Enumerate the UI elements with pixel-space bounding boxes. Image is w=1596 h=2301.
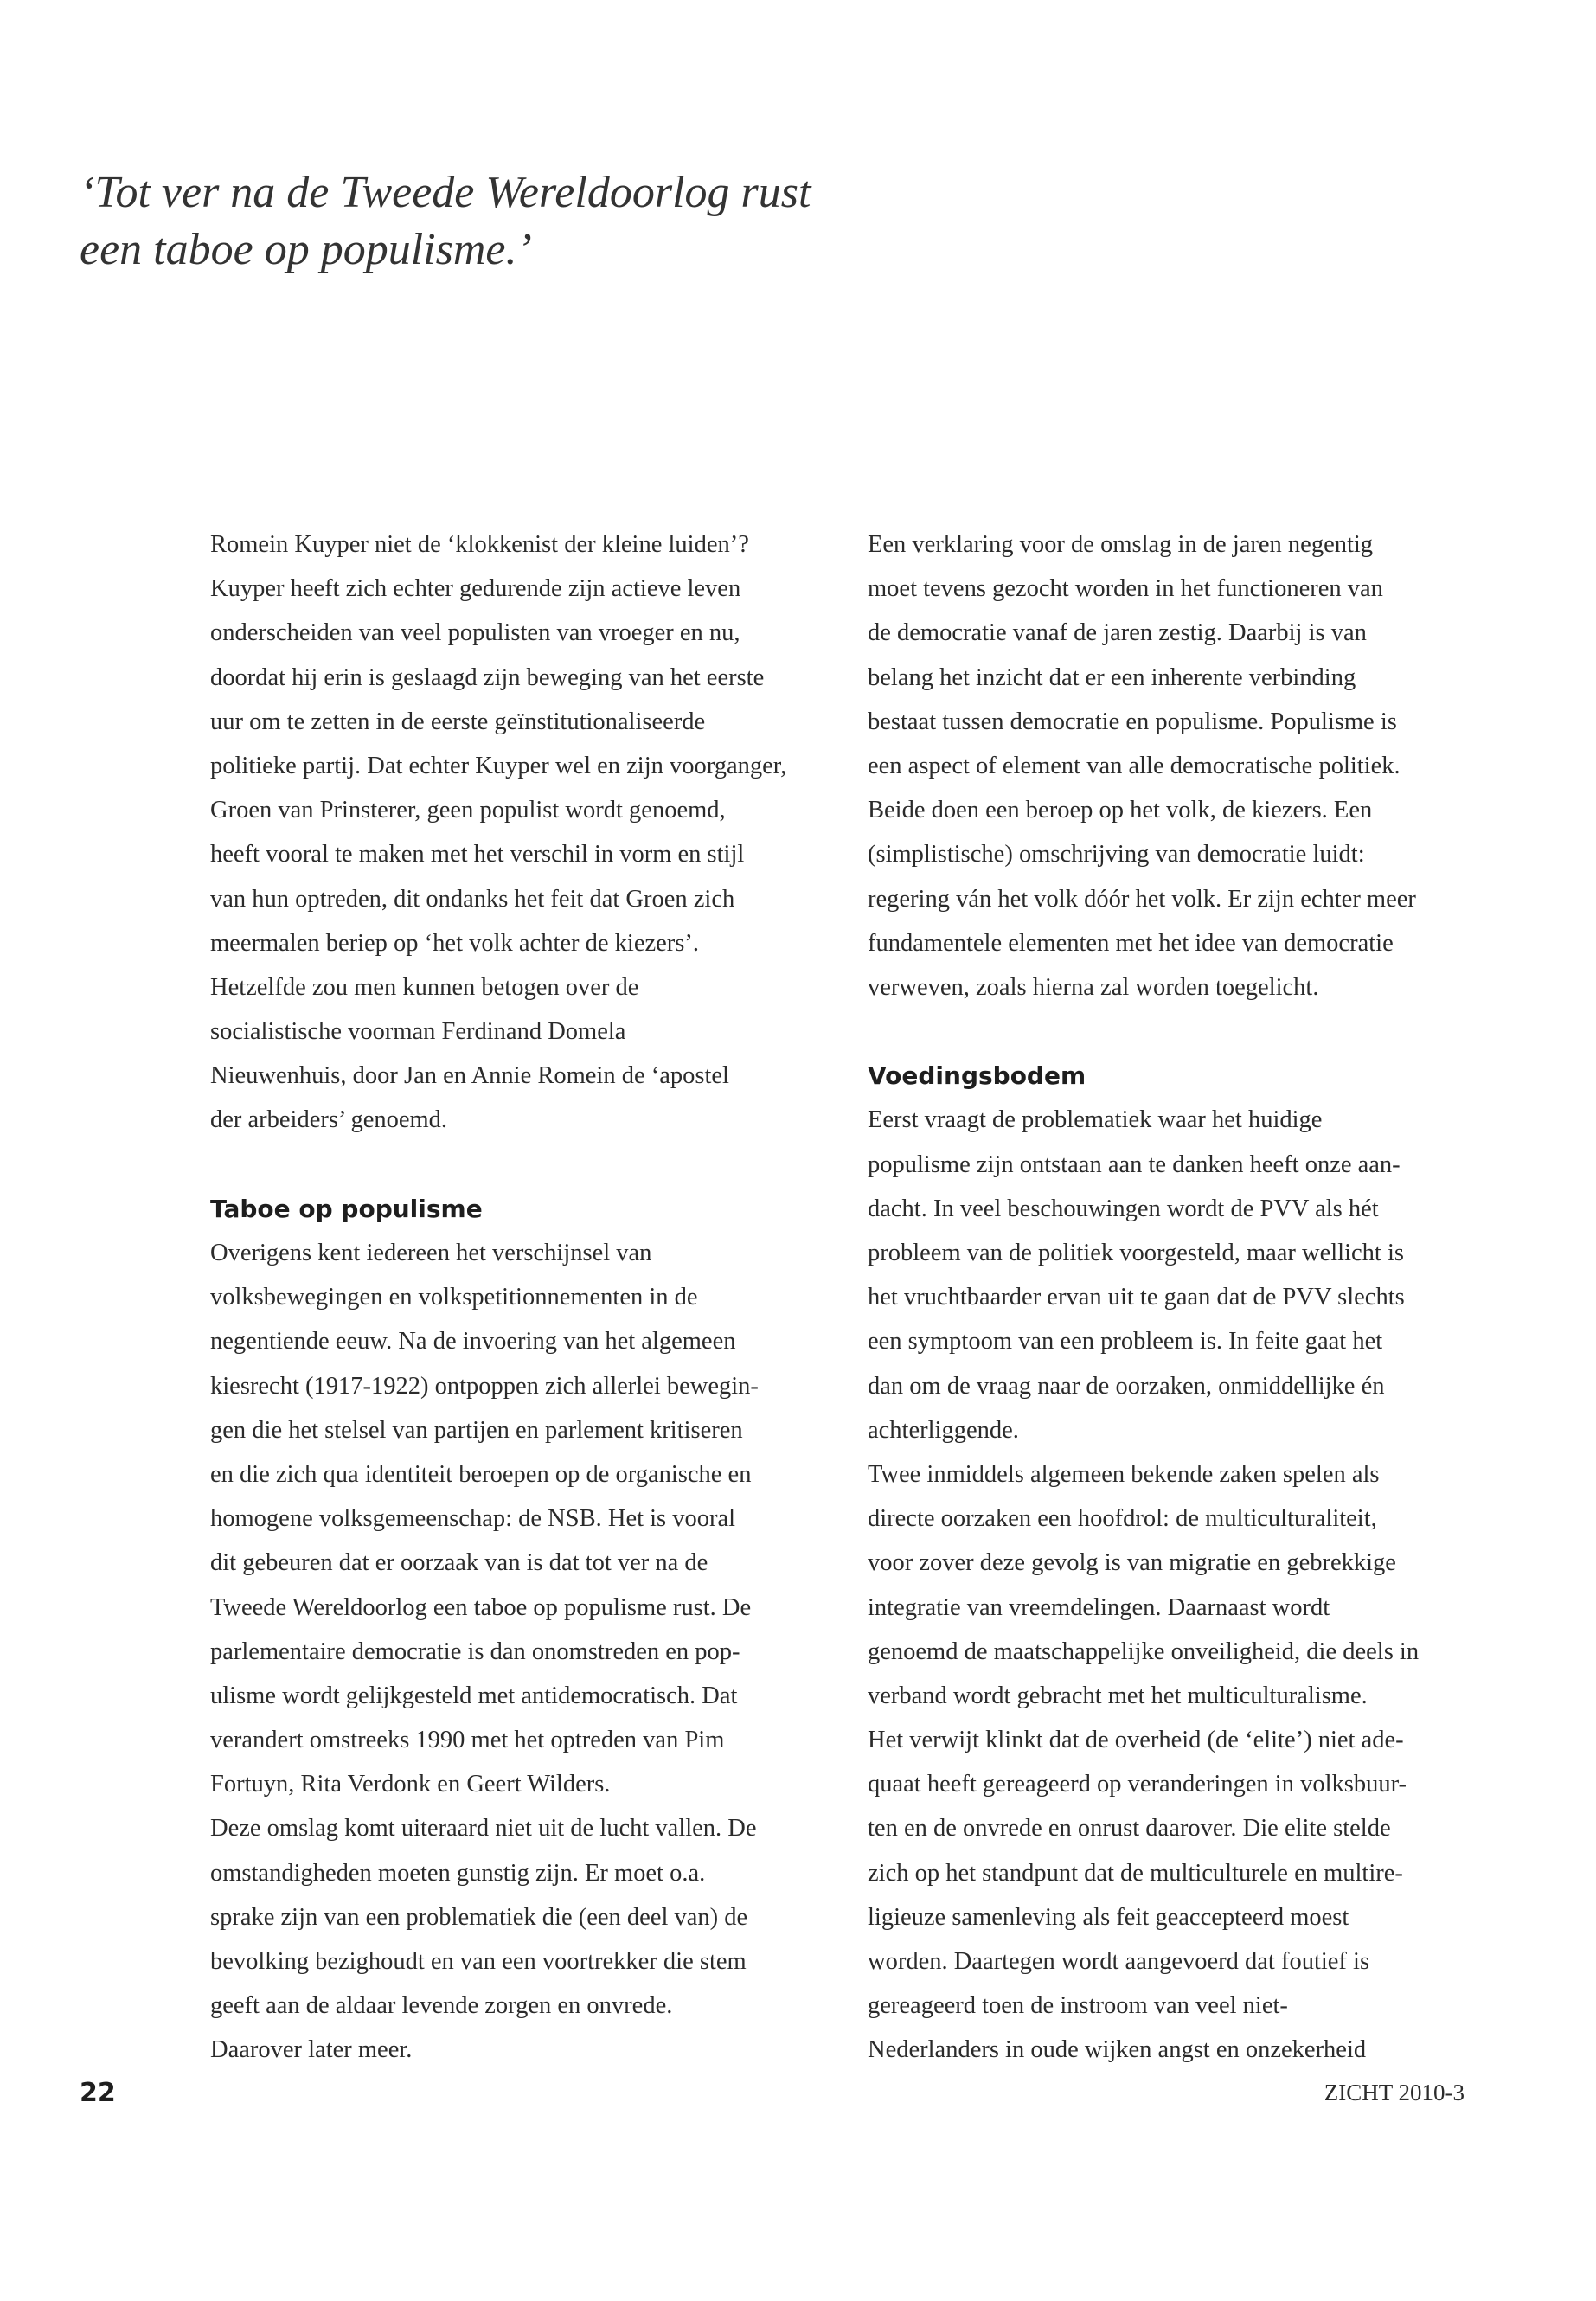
text-line: Beide doen een beroep op het volk, de kiezers. Een [868, 797, 1373, 824]
text-line: integratie van vreemdelingen. Daarnaast wordt [868, 1593, 1330, 1621]
text-line: bevolking bezighoudt en van een voortrekker die stem [210, 1948, 747, 1975]
text-line: verband wordt gebracht met het multiculturalisme. [868, 1682, 1368, 1709]
text-line: belang het inzicht dat er een inherente verbinding [868, 663, 1356, 691]
text-line: quaat heeft gereageerd op veranderingen in volksbuur- [868, 1771, 1407, 1798]
paragraph-gap [210, 1143, 833, 1187]
text-line: dacht. In veel beschouwingen wordt de PVV als hét [868, 1195, 1379, 1222]
text-line: gen die het stelsel van partijen en parlement kritiseren [210, 1416, 743, 1444]
text-line: meermalen beriep op ‘het volk achter de kiezers’. [210, 929, 699, 957]
text-line: worden. Daartegen wordt aangevoerd dat foutief is [868, 1948, 1370, 1975]
text-line: bestaat tussen democratie en populisme. Populisme is [868, 708, 1397, 735]
pull-quote-line: een taboe op populisme.’ [80, 225, 532, 274]
text-line: omstandigheden moeten gunstig zijn. Er moet o.a. [210, 1859, 706, 1887]
text-line: Tweede Wereldoorlog een taboe op populisme rust. De [210, 1593, 752, 1621]
text-line: dit gebeuren dat er oorzaak van is dat tot ver na de [210, 1549, 708, 1577]
text-line: Hetzelfde zou men kunnen betogen over de [210, 973, 639, 1001]
text-line: Het verwijt klinkt dat de overheid (de ‘elite’) niet ade- [868, 1727, 1404, 1754]
left-column [210, 522, 833, 2073]
text-line: populisme zijn ontstaan aan te danken heeft onze aan- [868, 1150, 1401, 1178]
text-line: Daarover later meer. [210, 2036, 413, 2064]
text-line: van hun optreden, dit ondanks het feit dat Groen zich [210, 885, 735, 913]
text-line: regering ván het volk dóór het volk. Er zijn echter meer [868, 885, 1416, 913]
text-line: Overigens kent iedereen het verschijnsel van [210, 1240, 652, 1266]
text-line: sprake zijn van een problematiek die (een deel van) de [210, 1903, 748, 1931]
text-line: voor zover deze gevolg is van migratie en gebrekkige [868, 1549, 1396, 1577]
text-line: Eerst vraagt de problematiek waar het huidige [868, 1106, 1323, 1134]
text-line: der arbeiders’ genoemd. [210, 1106, 448, 1134]
pull-quote [80, 164, 945, 279]
text-line: doordat hij erin is geslaagd zijn beweging van het eerste [210, 663, 765, 691]
text-line: zich op het standpunt dat de multiculturele en multire- [868, 1859, 1403, 1887]
text-line: verandert omstreeks 1990 met het optreden van Pim [210, 1727, 725, 1754]
right-paragraph-1 [868, 522, 1490, 1009]
text-line: genoemd de maatschappelijke onveiligheid, die deels in [868, 1638, 1420, 1665]
text-line: Nieuwenhuis, door Jan en Annie Romein de ‘apostel [210, 1062, 729, 1090]
journal-issue: ZICHT 2010-3 [1324, 2080, 1465, 2106]
text-line: Romein Kuyper niet de ‘klokkenist der kleine luiden’? [210, 531, 749, 558]
text-line: Groen van Prinsterer, geen populist wordt genoemd, [210, 797, 726, 824]
right-paragraph-2 [868, 1098, 1490, 2072]
text-line: de democratie vanaf de jaren zestig. Daarbij is van [868, 619, 1367, 647]
right-column [868, 522, 1490, 2073]
text-line: moet tevens gezocht worden in het functioneren van [868, 575, 1383, 603]
text-line: kiesrecht (1917-1922) ontpoppen zich allerlei bewegin- [210, 1372, 759, 1400]
text-line: directe oorzaken een hoofdrol: de multiculturaliteit, [868, 1505, 1377, 1533]
section-heading-voedingsbodem: Voedingsbodem [868, 1061, 1086, 1091]
text-line: achterliggende. [868, 1416, 1019, 1444]
text-line: geeft aan de aldaar levende zorgen en onvrede. [210, 1992, 673, 2020]
text-line: een symptoom van een probleem is. In feite gaat het [868, 1328, 1383, 1356]
text-line: parlementaire democratie is dan onomstreden en pop- [210, 1638, 740, 1665]
left-paragraph-1 [210, 522, 833, 1143]
text-line: een aspect of element van alle democratische politiek. [868, 752, 1401, 779]
page-number: 22 [80, 2078, 116, 2108]
left-paragraph-2 [210, 1231, 833, 2073]
text-line: gereageerd toen de instroom van veel niet- [868, 1992, 1288, 2020]
paragraph-gap [868, 1009, 1490, 1054]
text-line: Twee inmiddels algemeen bekende zaken spelen als [868, 1460, 1380, 1488]
text-line: fundamentele elementen met het idee van democratie [868, 929, 1394, 957]
pull-quote-line: ‘Tot ver na de Tweede Wereldoorlog rust [80, 168, 811, 217]
text-line: verweven, zoals hierna zal worden toegelicht. [868, 973, 1319, 1001]
text-line: homogene volksgemeenschap: de NSB. Het is vooral [210, 1505, 736, 1533]
text-line: ulisme wordt gelijkgesteld met antidemocratisch. Dat [210, 1682, 738, 1709]
text-line: Een verklaring voor de omslag in de jaren negentig [868, 531, 1374, 558]
text-line: Deze omslag komt uiteraard niet uit de lucht vallen. De [210, 1815, 757, 1843]
section-heading-taboe: Taboe op populisme [210, 1194, 483, 1223]
text-line: het vruchtbaarder ervan uit te gaan dat de PVV slechts [868, 1284, 1405, 1311]
text-line: en die zich qua identiteit beroepen op de organische en [210, 1460, 752, 1488]
text-line: uur om te zetten in de eerste geïnstitutionaliseerde [210, 708, 706, 735]
text-line: Nederlanders in oude wijken angst en onzekerheid [868, 2036, 1367, 2064]
text-line: volksbewegingen en volkspetitionnementen in de [210, 1284, 698, 1311]
text-line: ten en de onvrede en onrust daarover. Die elite stelde [868, 1815, 1391, 1843]
text-line: (simplistische) omschrijving van democratie luidt: [868, 841, 1365, 868]
text-line: probleem van de politiek voorgesteld, maar wellicht is [868, 1240, 1404, 1266]
text-line: Kuyper heeft zich echter gedurende zijn actieve leven [210, 575, 741, 603]
text-line: onderscheiden van veel populisten van vroeger en nu, [210, 619, 740, 647]
text-line: heeft vooral te maken met het verschil in vorm en stijl [210, 841, 745, 868]
text-line: socialistische voorman Ferdinand Domela [210, 1018, 626, 1046]
text-line: negentiende eeuw. Na de invoering van het algemeen [210, 1328, 736, 1356]
text-line: dan om de vraag naar de oorzaken, onmiddellijke én [868, 1372, 1385, 1400]
text-line: Fortuyn, Rita Verdonk en Geert Wilders. [210, 1771, 611, 1798]
text-line: ligieuze samenleving als feit geaccepteerd moest [868, 1903, 1349, 1931]
text-line: politieke partij. Dat echter Kuyper wel en zijn voorganger, [210, 752, 787, 779]
